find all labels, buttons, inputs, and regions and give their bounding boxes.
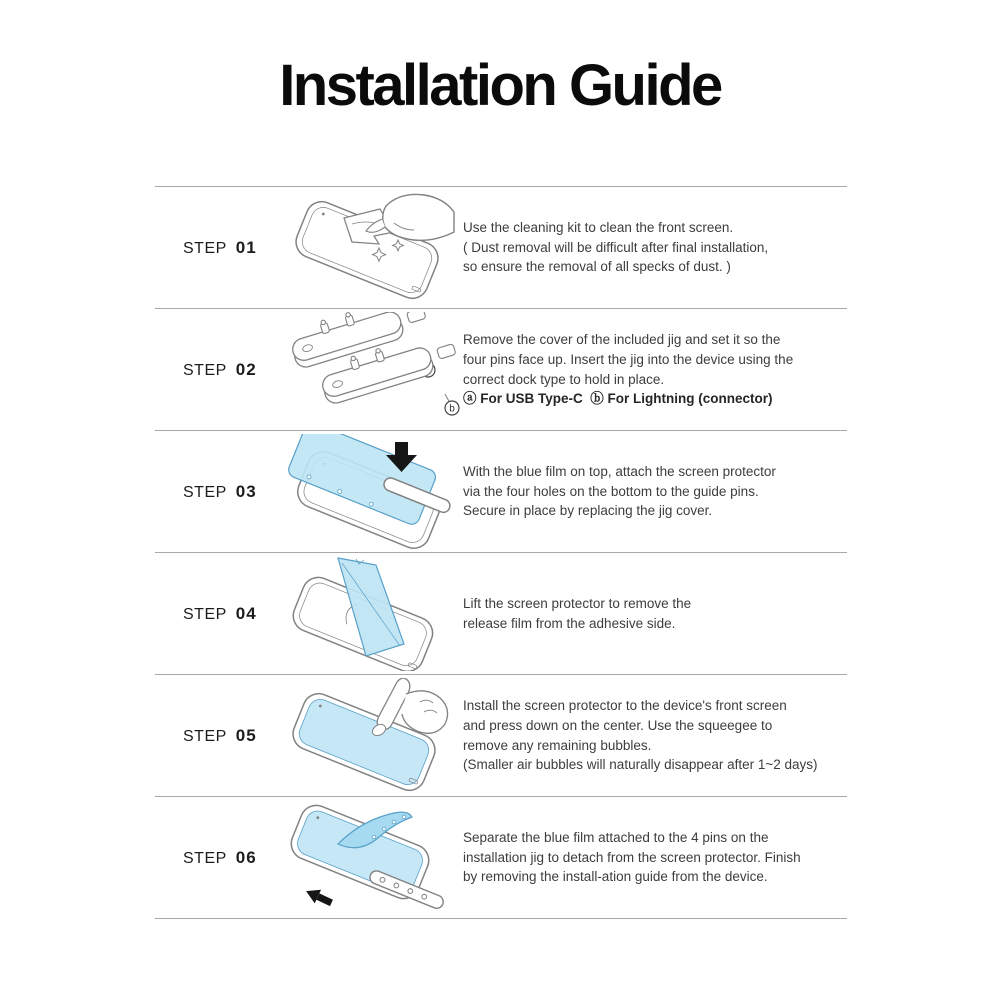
step-description-line: remove any remaining bubbles. <box>463 737 652 753</box>
illustration-step-03 <box>280 434 463 550</box>
step-label <box>155 482 280 502</box>
attach-film-illustration <box>282 434 462 549</box>
step-description <box>463 330 847 408</box>
step-row-06 <box>155 796 847 918</box>
step-description-line: (Smaller air bubbles will naturally disappear after 1~2 days) <box>463 757 818 773</box>
step-word: STEP <box>183 849 227 867</box>
illustration-step-04 <box>280 556 463 672</box>
step-description <box>463 696 847 774</box>
step-number: 05 <box>235 725 257 745</box>
step-number: 02 <box>235 359 257 379</box>
step-description <box>463 594 847 633</box>
step-description-line: Use the cleaning kit to clean the front screen. <box>463 220 734 236</box>
step-description-line: Install the screen protector to the device's front screen <box>463 698 787 714</box>
step-row-04 <box>155 552 847 674</box>
step-description-line: four pins face up. Insert the jig into the device using the <box>463 351 794 367</box>
page-title: Installation Guide <box>279 53 721 118</box>
step-number: 06 <box>235 847 257 867</box>
step-description-line: With the blue film on top, attach the screen protector <box>463 464 776 480</box>
step-row-05 <box>155 674 847 796</box>
step-row-01 <box>155 186 847 308</box>
step-description-line: Secure in place by replacing the jig cover. <box>463 503 713 519</box>
step-description-line: Lift the screen protector to remove the <box>463 595 692 611</box>
step-description-line: by removing the install-ation guide from the device. <box>463 869 768 885</box>
step-label <box>155 848 280 868</box>
label-b <box>445 401 459 415</box>
step-word: STEP <box>183 727 227 745</box>
step-description-line: Separate the blue film attached to the 4 pins on the <box>463 830 769 846</box>
illustration-step-01 <box>280 190 463 306</box>
step-connector-note: ⓐ For USB Type-C ⓑ For Lightning (connector) <box>463 391 773 407</box>
step-label <box>155 360 280 380</box>
step-label <box>155 604 280 624</box>
step-word: STEP <box>183 239 227 257</box>
installation-steps-table <box>155 186 847 919</box>
step-description-line: via the four holes on the bottom to the guide pins. <box>463 483 759 499</box>
step-label <box>155 238 280 258</box>
step-label <box>155 726 280 746</box>
step-description-line: Remove the cover of the included jig and set it so the <box>463 332 781 348</box>
step-description <box>463 828 847 887</box>
step-description-line: ( Dust removal will be difficult after final installation, <box>463 239 769 255</box>
step-description-line: release film from the adhesive side. <box>463 615 676 631</box>
step-row-02 <box>155 308 847 430</box>
step-row-03 <box>155 430 847 552</box>
press-center-illustration <box>282 678 462 793</box>
phone-cleaning-illustration <box>282 190 462 305</box>
step-description-line: and press down on the center. Use the squeegee to <box>463 717 773 733</box>
step-description-line: correct dock type to hold in place. <box>463 371 665 387</box>
lift-film-illustration <box>282 556 462 671</box>
step-description-line: so ensure the removal of all specks of dust. ) <box>463 259 731 275</box>
detach-arrow-icon <box>302 884 334 909</box>
step-description-line: installation jig to detach from the screen protector. Finish <box>463 849 801 865</box>
svg-text:b: b <box>448 403 455 415</box>
step-word: STEP <box>183 361 227 379</box>
illustration-step-06 <box>280 800 463 916</box>
step-description <box>463 462 847 521</box>
step-description <box>463 218 847 277</box>
remove-jig-illustration <box>282 800 462 915</box>
step-number: 01 <box>235 237 257 257</box>
step-number: 04 <box>235 603 257 623</box>
step-number: 03 <box>235 481 257 501</box>
jig-pair-illustration <box>282 312 462 427</box>
step-word: STEP <box>183 483 227 501</box>
step-word: STEP <box>183 605 227 623</box>
illustration-step-02 <box>280 312 463 428</box>
illustration-step-05 <box>280 678 463 794</box>
